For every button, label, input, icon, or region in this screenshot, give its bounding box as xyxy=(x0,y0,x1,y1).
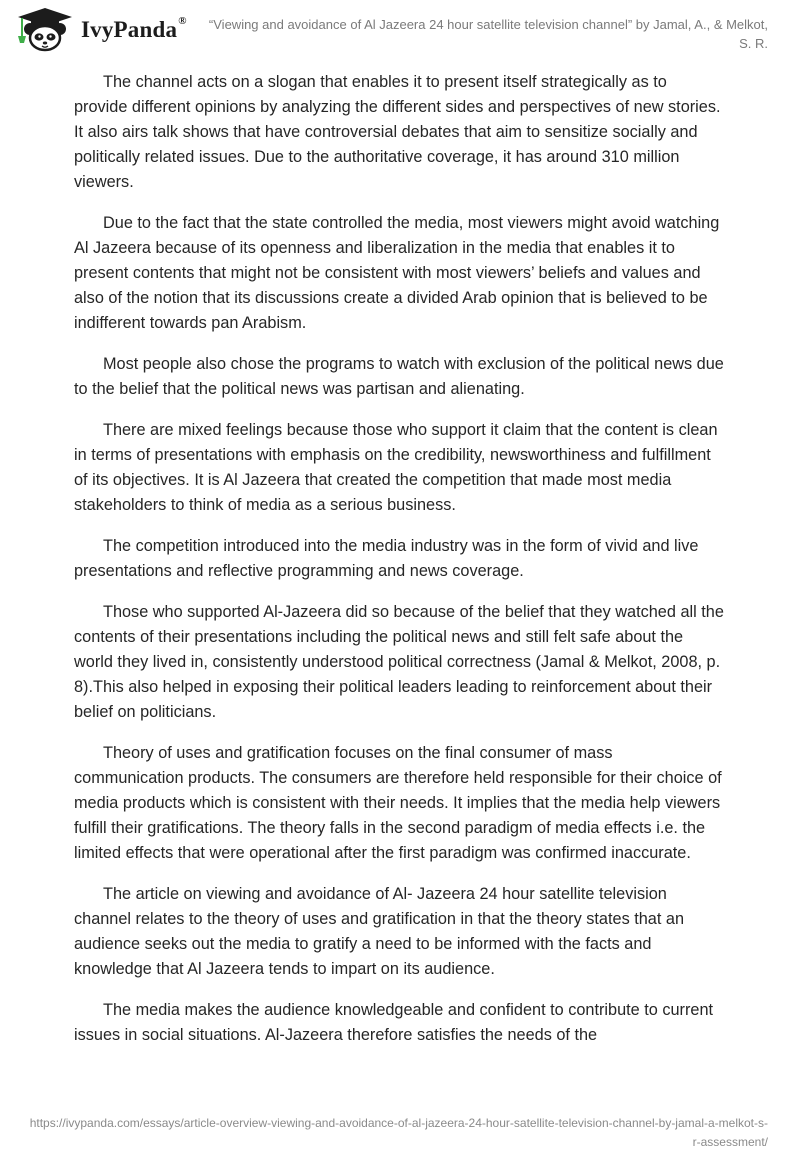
paragraph: The media makes the audience knowledgeable and confident to contribute to current issues in social situations. Al-Jazeera therefore satisfies the needs of the xyxy=(74,1001,714,1044)
citation-title: “Viewing and avoidance of Al Jazeera 24 hour satellite television channel” by Jamal, A., & Melkot, S. R. xyxy=(208,17,768,51)
paragraph: The channel acts on a slogan that enables it to present itself strategically as to provide different opinions by analyzing the different sides and perspectives of new stories. It also airs talk shows that have controversial debates that aim to sensitize socially and politically related issues. Due to the authoritative coverage, it has around 310 million viewers. xyxy=(74,73,721,191)
paragraph: The article on viewing and avoidance of Al- Jazeera 24 hour satellite television channel relates to the theory of uses and gratification in that the theory states that an audience seeks out the media to gratify a need to be informed with the facts and knowledge that Al Jazeera tends to impart on its audience. xyxy=(74,885,685,978)
paragraph: The competition introduced into the media industry was in the form of vivid and live presentations and reflective programming and news coverage. xyxy=(74,537,699,580)
registered-mark: ® xyxy=(178,15,187,27)
article-body xyxy=(74,70,724,1064)
paragraph: Theory of uses and gratification focuses on the final consumer of mass communication products. The consumers are therefore held responsible for their choice of media products which is consistent with their needs. It implies that the media help viewers fulfill their gratifications. The theory falls in the second paradigm of media effects i.e. the limited effects that were operational after the first paradigm was confirmed inaccurate. xyxy=(74,744,722,862)
paragraph: There are mixed feelings because those who support it claim that the content is clean in terms of presentations with emphasis on the credibility, newsworthiness and fulfillment of its objectives. It is Al Jazeera that created the competition that made most media stakeholders to think of media as a serious business. xyxy=(74,421,718,514)
page-header xyxy=(0,0,800,60)
paragraph: Due to the fact that the state controlled the media, most viewers might avoid watching Al Jazeera because of its openness and liberalization in the media that enables it to present contents that might not be consistent with most viewers’ beliefs and values and also of the notion that its discussions create a divided Arab opinion that is believed to be indifferent towards pan Arabism. xyxy=(74,214,720,332)
ivypanda-logo[interactable] xyxy=(14,6,187,52)
brand-name: IvyPanda® xyxy=(81,15,187,42)
paragraph: Those who supported Al-Jazeera did so because of the belief that they watched all the contents of their presentations including the political news and still felt safe about the world they lived in, consistently understood political correctness (Jamal & Melkot, 2008, p. 8).This also helped in exposing their political leaders leading to reinforcement about their belief on politicians. xyxy=(74,603,724,721)
footer-url[interactable]: https://ivypanda.com/essays/article-overview-viewing-and-avoidance-of-al-jazeera-24-hour-satellite-television-channel-by-jamal-a-melkot-s-r-assessment/ xyxy=(29,1116,768,1149)
panda-graduate-icon xyxy=(14,6,76,52)
paragraph: Most people also chose the programs to watch with exclusion of the political news due to the belief that the political news was partisan and alienating. xyxy=(74,355,724,398)
